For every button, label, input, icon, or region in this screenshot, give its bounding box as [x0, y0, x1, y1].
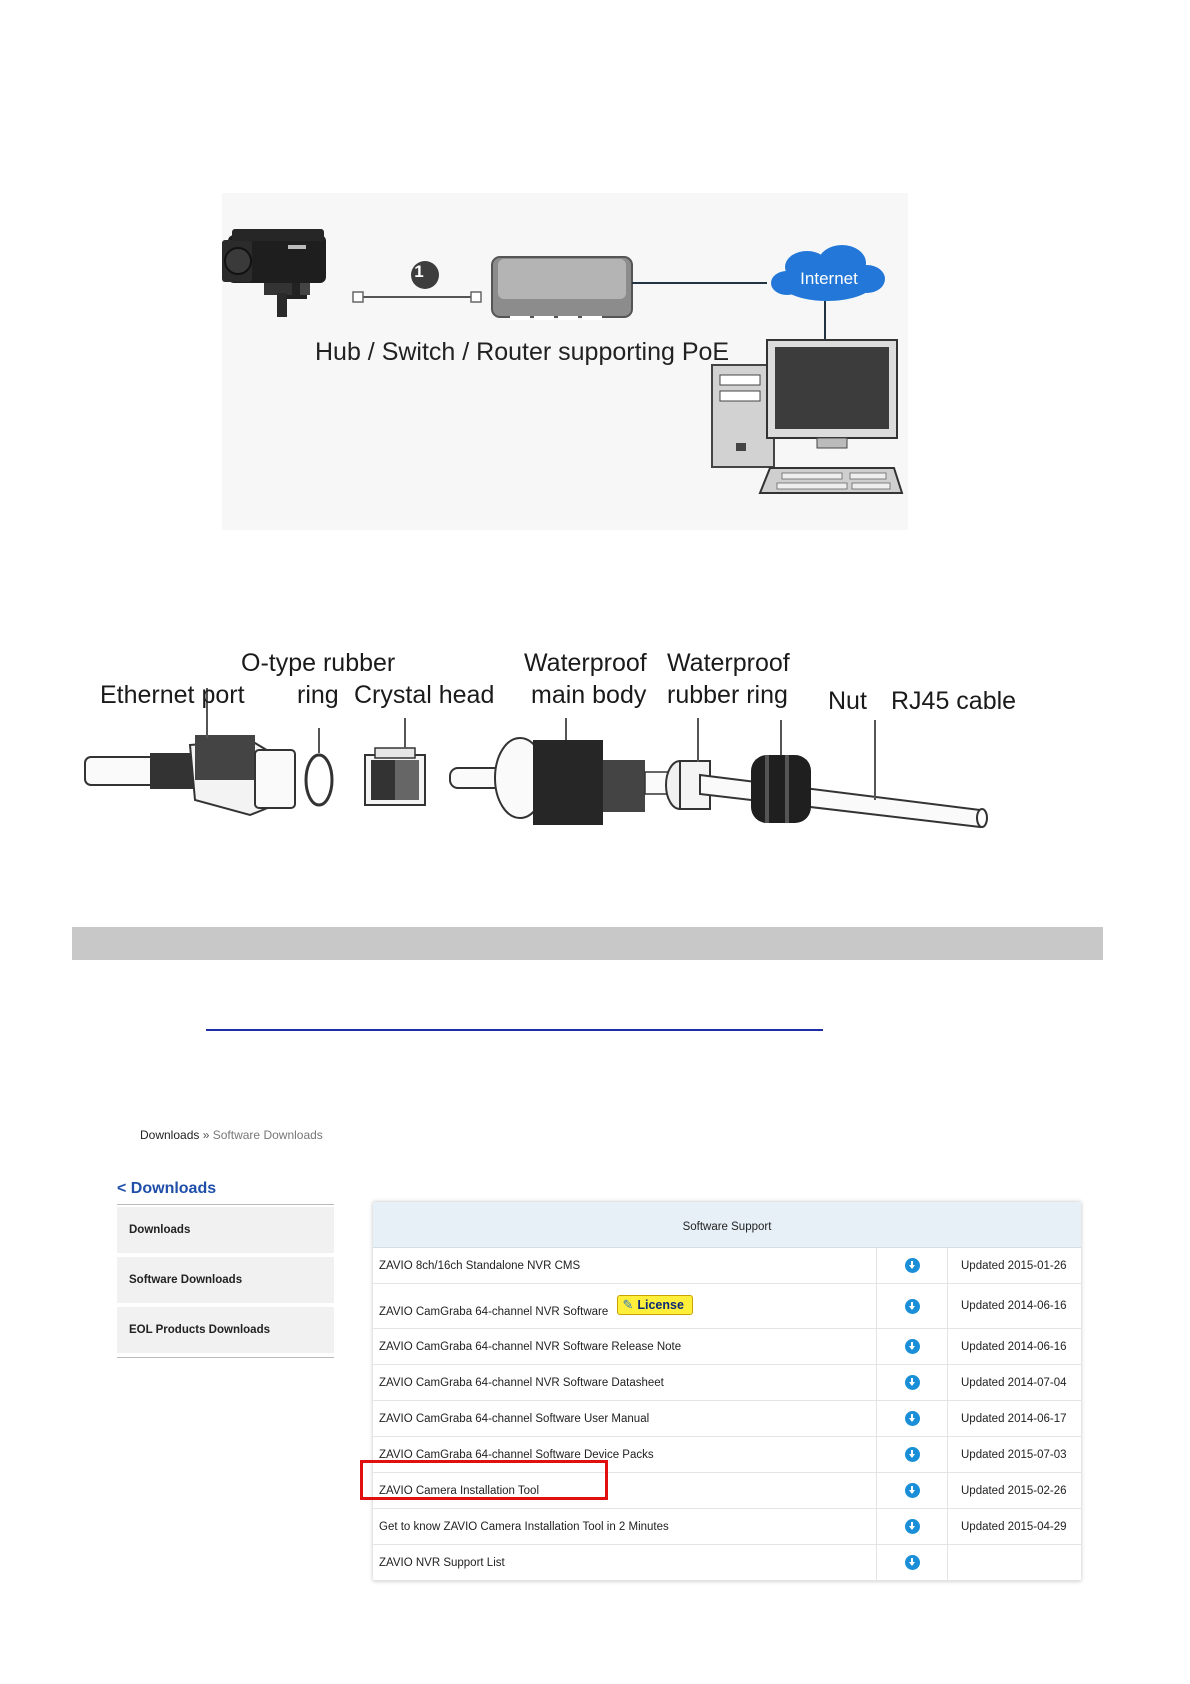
updated-date: Updated 2015-04-29	[948, 1509, 1082, 1545]
wrench-icon: ✎	[622, 1296, 634, 1312]
table-header-row	[373, 1202, 1081, 1248]
download-icon[interactable]	[905, 1447, 920, 1462]
o-ring-icon	[306, 755, 332, 805]
table-row	[373, 1365, 1081, 1401]
download-icon[interactable]	[905, 1339, 920, 1354]
label-o-ring-line1: O-type rubber	[241, 649, 396, 677]
label-o-ring-line2: ring	[297, 681, 339, 709]
updated-date: Updated 2014-06-16	[948, 1284, 1082, 1329]
waterproof-main-body-icon	[450, 738, 645, 825]
sidebar-item-software-downloads[interactable]: Software Downloads	[117, 1257, 334, 1305]
download-icon[interactable]	[905, 1375, 920, 1390]
table-header: Software Support	[373, 1202, 1081, 1248]
software-name-link[interactable]: ZAVIO NVR Support List	[373, 1545, 877, 1581]
table-row	[373, 1284, 1081, 1329]
ethernet-port-icon	[85, 735, 295, 815]
label-crystal-head: Crystal head	[354, 681, 495, 709]
breadcrumb-separator: »	[202, 1128, 210, 1142]
sidebar-back-link[interactable]: < Downloads	[117, 1180, 217, 1197]
updated-date: Updated 2015-02-26	[948, 1473, 1082, 1509]
internet-label: Internet	[800, 269, 858, 288]
poe-network-diagram	[222, 193, 908, 530]
software-name-link[interactable]: ZAVIO CamGraba 64-channel NVR Software Release Note	[373, 1329, 877, 1365]
label-main-body-line1: Waterproof	[524, 649, 647, 677]
rj45-cable-icon	[700, 775, 987, 827]
table-row	[373, 1401, 1081, 1437]
software-name-link[interactable]: ZAVIO CamGraba 64-channel NVR Software Datasheet	[373, 1365, 877, 1401]
label-main-body-line2: main body	[531, 681, 647, 709]
updated-date: Updated 2014-06-16	[948, 1329, 1082, 1365]
table-row	[373, 1329, 1081, 1365]
label-rubber-ring-line2: rubber ring	[667, 681, 788, 709]
diagram-caption: Hub / Switch / Router supporting PoE	[315, 338, 730, 366]
label-ethernet-port: Ethernet port	[100, 681, 245, 709]
software-name-link[interactable]: ZAVIO CamGraba 64-channel NVR Software	[379, 1305, 609, 1318]
software-support-table	[373, 1202, 1081, 1581]
software-name-link[interactable]: ZAVIO CamGraba 64-channel Software Device Packs	[373, 1437, 877, 1473]
sidebar-item-downloads[interactable]: Downloads	[117, 1207, 334, 1255]
updated-date: Updated 2015-07-03	[948, 1437, 1082, 1473]
download-icon[interactable]	[905, 1299, 920, 1314]
poe-switch-icon	[492, 257, 632, 320]
section-heading-bar	[72, 927, 1103, 960]
label-rj45-cable: RJ45 cable	[891, 687, 1017, 715]
waterproof-cable-diagram	[75, 640, 1075, 855]
desktop-computer-icon	[712, 340, 902, 493]
download-icon[interactable]	[905, 1258, 920, 1273]
software-name-link[interactable]: ZAVIO 8ch/16ch Standalone NVR CMS	[373, 1248, 877, 1284]
bullet-camera-icon	[222, 229, 326, 317]
sidebar-item-eol-products-downloads[interactable]: EOL Products Downloads	[117, 1307, 334, 1355]
download-icon[interactable]	[905, 1483, 920, 1498]
red-highlight-box	[360, 1460, 608, 1500]
license-label: License	[637, 1297, 684, 1312]
nut-icon	[751, 755, 811, 823]
updated-date: Updated 2014-07-04	[948, 1365, 1082, 1401]
sidebar-divider	[117, 1204, 334, 1205]
table-row	[373, 1248, 1081, 1284]
updated-date: Updated 2014-06-17	[948, 1401, 1082, 1437]
updated-date: Updated 2015-01-26	[948, 1248, 1082, 1284]
download-icon[interactable]	[905, 1555, 920, 1570]
download-icon[interactable]	[905, 1411, 920, 1426]
license-button[interactable]	[617, 1295, 692, 1315]
breadcrumb	[140, 1128, 323, 1142]
table-row	[373, 1509, 1081, 1545]
breadcrumb-root-link[interactable]: Downloads	[140, 1128, 200, 1142]
step-number: 1	[414, 262, 424, 281]
download-icon[interactable]	[905, 1519, 920, 1534]
crystal-head-icon	[365, 748, 425, 805]
updated-date	[948, 1545, 1082, 1581]
software-name-link[interactable]: Get to know ZAVIO Camera Installation Tool in 2 Minutes	[373, 1509, 877, 1545]
table-row	[373, 1545, 1081, 1581]
software-name-link[interactable]: ZAVIO Camera Installation Tool	[373, 1473, 877, 1509]
software-name-link[interactable]: ZAVIO CamGraba 64-channel Software User Manual	[373, 1401, 877, 1437]
sidebar-bottom-divider	[117, 1357, 334, 1358]
label-rubber-ring-line1: Waterproof	[667, 649, 790, 677]
breadcrumb-current: Software Downloads	[212, 1128, 323, 1142]
label-nut: Nut	[828, 687, 867, 715]
hyperlink-underline[interactable]	[206, 1029, 823, 1031]
